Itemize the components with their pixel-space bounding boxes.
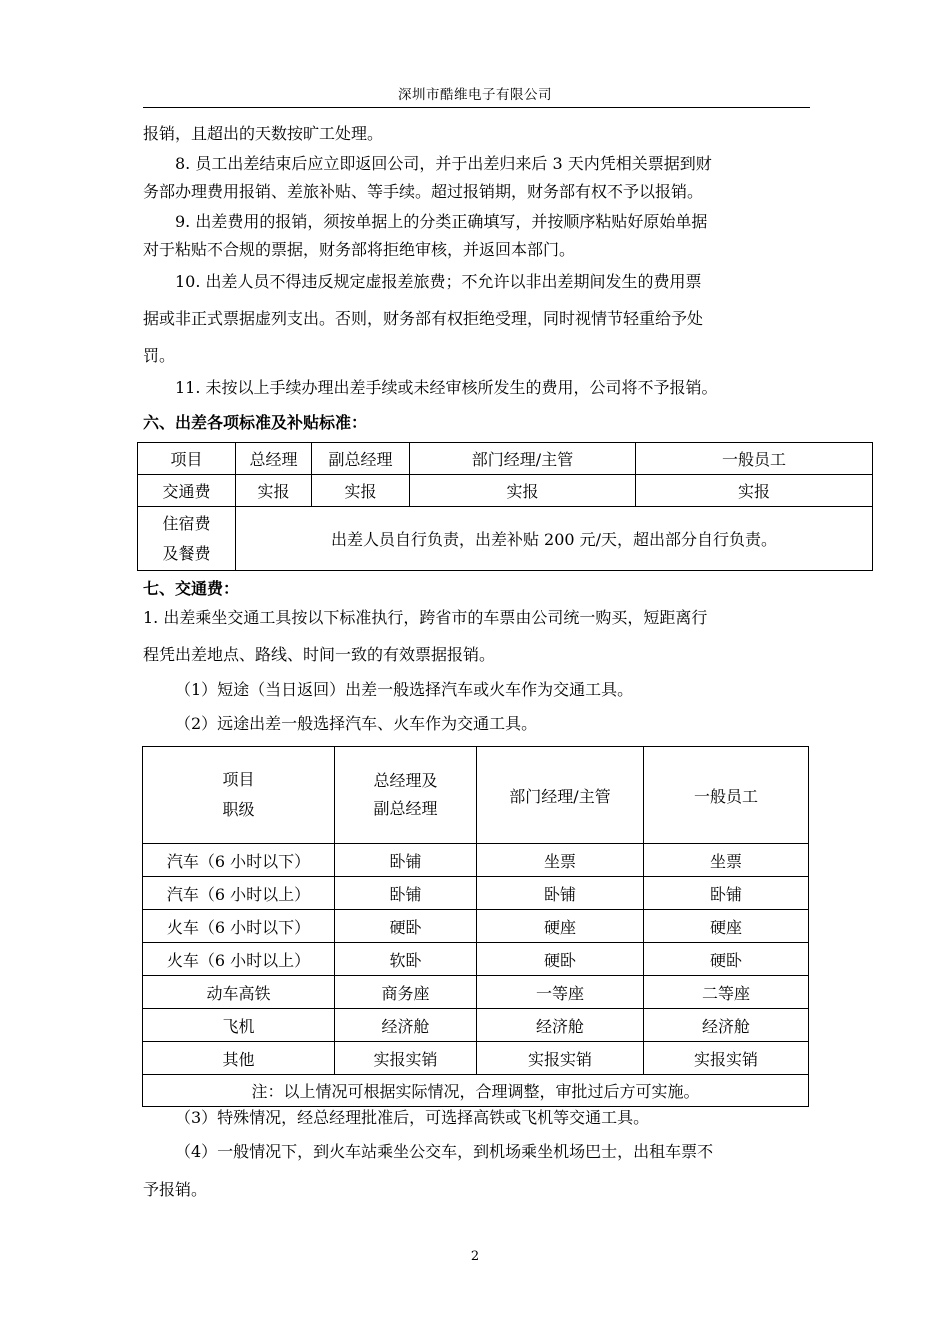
lodging-label-line: 住宿费 xyxy=(162,513,211,533)
table-cell: 交通费 xyxy=(138,475,236,507)
table-header-cell: 部门经理/主管 xyxy=(410,443,636,475)
table-row xyxy=(138,507,873,571)
table-cell: 卧铺 xyxy=(477,877,644,910)
table-cell: 实报 xyxy=(312,475,410,507)
table-header-cell: 总经理 xyxy=(236,443,312,475)
table-cell: 硬卧 xyxy=(477,943,644,976)
paragraph-line: 对于粘贴不合规的票据，财务部将拒绝审核，并返回本部门。 xyxy=(143,240,576,259)
table-row xyxy=(138,475,873,507)
table-cell: 商务座 xyxy=(335,976,477,1009)
table-row xyxy=(143,910,809,943)
header-gm-line: 副总经理 xyxy=(373,799,438,818)
header-rule xyxy=(143,107,810,108)
paragraph-line: 据或非正式票据虚列支出。否则，财务部有权拒绝受理，同时视情节轻重给予处 xyxy=(143,309,704,328)
table-row xyxy=(143,844,809,877)
paragraph-line: 程凭出差地点、路线、时间一致的有效票据报销。 xyxy=(143,645,496,664)
table-cell: 硬卧 xyxy=(644,943,809,976)
table-cell: 飞机 xyxy=(143,1009,335,1042)
table-row xyxy=(143,747,809,844)
table-cell: 实报 xyxy=(236,475,312,507)
table-cell: 二等座 xyxy=(644,976,809,1009)
table-cell: 出差人员自行负责，出差补贴 200 元/天，超出部分自行负责。 xyxy=(236,507,873,571)
table-cell: 实报 xyxy=(636,475,873,507)
table-header-cell xyxy=(335,747,477,844)
table-cell: 火车（6 小时以上） xyxy=(143,943,335,976)
paragraph-line: 10. 出差人员不得违反规定虚报差旅费；不允许以非出差期间发生的费用票 xyxy=(175,272,702,291)
table-header-cell: 副总经理 xyxy=(312,443,410,475)
paragraph-line: 予报销。 xyxy=(143,1180,208,1199)
table-cell: 软卧 xyxy=(335,943,477,976)
table-cell: 实报实销 xyxy=(644,1042,809,1075)
table-cell: 卧铺 xyxy=(335,877,477,910)
paragraph-line: （2）远途出差一般选择汽车、火车作为交通工具。 xyxy=(175,714,538,733)
table-cell: 动车高铁 xyxy=(143,976,335,1009)
paragraph-line: 务部办理费用报销、差旅补贴、等手续。超过报销期，财务部有权不予以报销。 xyxy=(143,182,704,201)
paragraph-line: 报销，且超出的天数按旷工处理。 xyxy=(143,124,384,143)
table-row xyxy=(138,443,873,475)
paragraph-line: （4）一般情况下，到火车站乘坐公交车，到机场乘坐机场巴士，出租车票不 xyxy=(175,1142,714,1161)
page-number: 2 xyxy=(470,1249,480,1264)
transport-table xyxy=(142,746,809,1107)
table-cell: 汽车（6 小时以上） xyxy=(143,877,335,910)
table-header-cell: 一般员工 xyxy=(636,443,873,475)
paragraph-line: 9. 出差费用的报销，须按单据上的分类正确填写，并按顺序粘贴好原始单据 xyxy=(175,212,708,231)
table-cell xyxy=(138,507,236,571)
table-row xyxy=(143,1075,809,1107)
table-cell: 其他 xyxy=(143,1042,335,1075)
table-row xyxy=(143,976,809,1009)
table-cell: 火车（6 小时以下） xyxy=(143,910,335,943)
paragraph-line: （3）特殊情况，经总经理批准后，可选择高铁或飞机等交通工具。 xyxy=(175,1108,650,1127)
table-cell: 经济舱 xyxy=(335,1009,477,1042)
table-header-cell xyxy=(143,747,335,844)
table-header-cell: 一般员工 xyxy=(644,747,809,844)
table-cell: 实报实销 xyxy=(335,1042,477,1075)
table-cell: 实报实销 xyxy=(477,1042,644,1075)
table-cell: 硬卧 xyxy=(335,910,477,943)
section-heading-7: 七、交通费： xyxy=(143,579,240,598)
table-note: 注：以上情况可根据实际情况，合理调整，审批过后方可实施。 xyxy=(143,1075,809,1107)
lodging-label-line: 及餐费 xyxy=(162,543,211,563)
table-row xyxy=(143,1009,809,1042)
table-cell: 汽车（6 小时以下） xyxy=(143,844,335,877)
paragraph-line: 1. 出差乘坐交通工具按以下标准执行，跨省市的车票由公司统一购买，短距离行 xyxy=(143,608,708,627)
table-cell: 实报 xyxy=(410,475,636,507)
table-cell: 卧铺 xyxy=(644,877,809,910)
table-cell: 经济舱 xyxy=(644,1009,809,1042)
paragraph-line: 罚。 xyxy=(143,346,176,365)
section-heading-6: 六、出差各项标准及补贴标准： xyxy=(143,413,368,432)
table-cell: 经济舱 xyxy=(477,1009,644,1042)
page-header: 深圳市酷维电子有限公司 xyxy=(398,87,552,103)
header-item: 项目 xyxy=(222,770,255,789)
table-row xyxy=(143,877,809,910)
table-header-cell: 部门经理/主管 xyxy=(477,747,644,844)
paragraph-line: （1）短途（当日返回）出差一般选择汽车或火车作为交通工具。 xyxy=(175,680,634,699)
table-row xyxy=(143,1042,809,1075)
table-cell: 坐票 xyxy=(477,844,644,877)
table-cell: 卧铺 xyxy=(335,844,477,877)
table-cell: 硬座 xyxy=(477,910,644,943)
paragraph-line: 11. 未按以上手续办理出差手续或未经审核所发生的费用，公司将不予报销。 xyxy=(175,378,718,397)
table-header-cell: 项目 xyxy=(138,443,236,475)
table-cell: 硬座 xyxy=(644,910,809,943)
header-level: 职级 xyxy=(222,800,255,819)
header-gm-line: 总经理及 xyxy=(373,771,438,790)
paragraph-line: 8. 员工出差结束后应立即返回公司，并于出差归来后 3 天内凭相关票据到财 xyxy=(175,154,712,173)
table-cell: 一等座 xyxy=(477,976,644,1009)
allowance-table xyxy=(137,442,873,571)
table-cell: 坐票 xyxy=(644,844,809,877)
table-row xyxy=(143,943,809,976)
